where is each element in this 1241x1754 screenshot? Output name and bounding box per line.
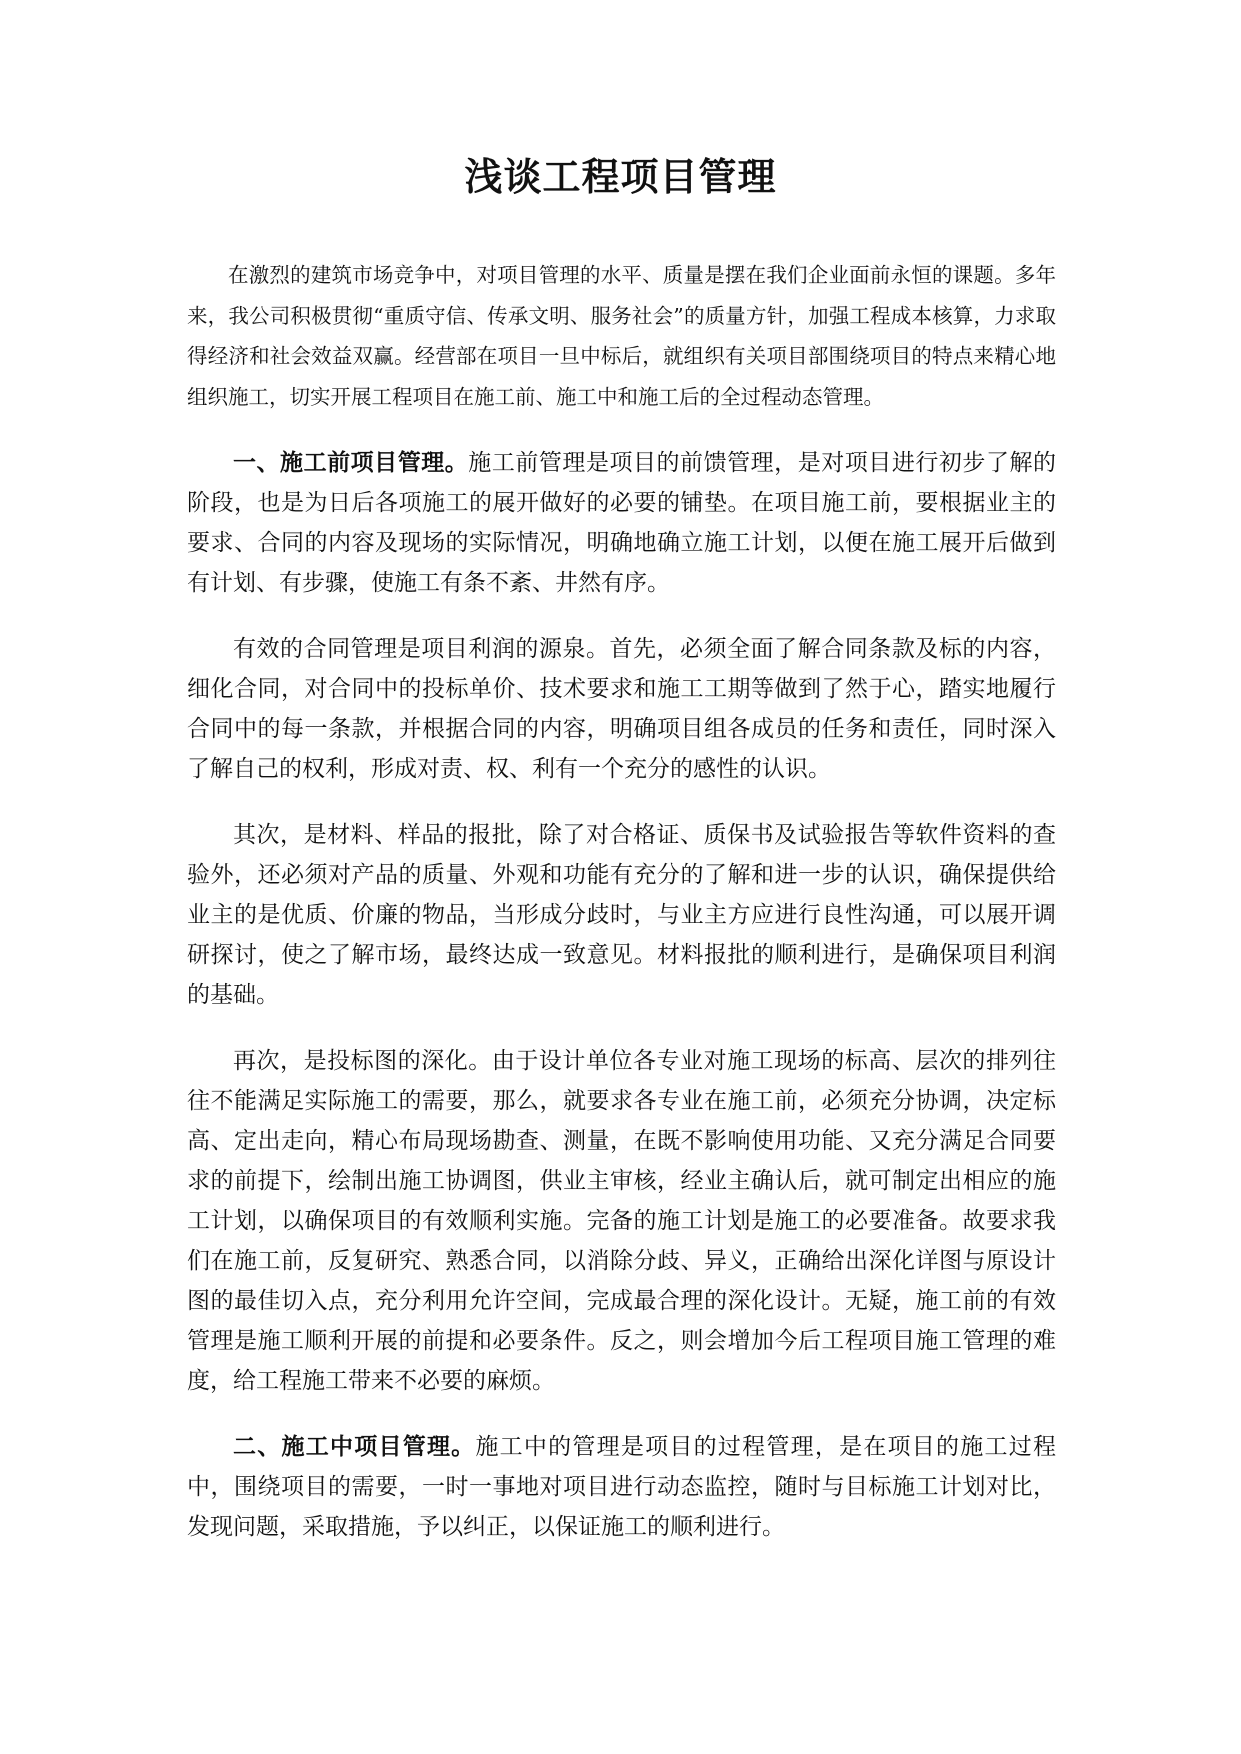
paragraph-drawings (187, 1041, 1056, 1401)
paragraph-intro (187, 255, 1056, 417)
paragraph-section-1 (187, 443, 1056, 603)
paragraph-text: 再次，是投标图的深化。由于设计单位各专业对施工现场的标高、层次的排列往往不能满足实际施工的需要，那么，就要求各专业在施工前，必须充分协调，决定标高、定出走向，精心布局现场勘查、测量，在既不影响使用功能、又充分满足合同要求的前提下，绘制出施工协调图，供业主审核，经业主确认后，就可制定出相应的施工计划，以确保项目的有效顺利实施。完备的施工计划是施工的必要准备。故要求我们在施工前，反复研究、熟悉合同，以消除分歧、异义，正确给出深化详图与原设计图的最佳切入点，充分利用允许空间，完成最合理的深化设计。无疑，施工前的有效管理是施工顺利开展的前提和必要条件。反之，则会增加今后工程项目施工管理的难度，给工程施工带来不必要的麻烦。 (187, 1048, 1056, 1394)
section-heading: 二、施工中项目管理。 (233, 1433, 476, 1460)
paragraph-text: 其次，是材料、样品的报批，除了对合格证、质保书及试验报告等软件资料的查验外，还必须对产品的质量、外观和功能有充分的了解和进一步的认识，确保提供给业主的是优质、价廉的物品，当形成分歧时，与业主方应进行良性沟通，可以展开调研探讨，使之了解市场，最终达成一致意见。材料报批的顺利进行，是确保项目利润的基础。 (187, 822, 1056, 1008)
paragraph-text: 施工前管理是项目的前馈管理，是对项目进行初步了解的阶段，也是为日后各项施工的展开做好的必要的铺垫。在项目施工前，要根据业主的要求、合同的内容及现场的实际情况，明确地确立施工计划，以便在施工展开后做到有计划、有步骤，使施工有条不紊、井然有序。 (187, 450, 1057, 596)
document-title: 浅谈工程项目管理 (464, 154, 777, 199)
section-heading: 一、施工前项目管理。 (233, 449, 469, 476)
paragraph-text: 在激烈的建筑市场竞争中，对项目管理的水平、质量是摆在我们企业面前永恒的课题。多年来，我公司积极贯彻“重质守信、传承文明、服务社会”的质量方针，加强工程成本核算，力求取得经济和社会效益双赢。经营部在项目一旦中标后，就组织有关项目部围绕项目的特点来精心地组织施工，切实开展工程项目在施工前、施工中和施工后的全过程动态管理。 (187, 263, 1056, 409)
paragraph-text: 有效的合同管理是项目利润的源泉。首先，必须全面了解合同条款及标的内容，细化合同，对合同中的投标单价、技术要求和施工工期等做到了然于心，踏实地履行合同中的每一条款，并根据合同的内容，明确项目组各成员的任务和责任，同时深入了解自己的权利，形成对责、权、利有一个充分的感性的认识。 (187, 636, 1056, 782)
paragraph-text: 施工中的管理是项目的过程管理，是在项目的施工过程中，围绕项目的需要，一时一事地对项目进行动态监控，随时与目标施工计划对比，发现问题，采取措施，予以纠正，以保证施工的顺利进行。 (187, 1434, 1057, 1540)
paragraph-materials (187, 815, 1056, 1015)
paragraph-contract (187, 629, 1056, 789)
document-body (187, 255, 1056, 1573)
paragraph-section-2 (187, 1427, 1056, 1547)
